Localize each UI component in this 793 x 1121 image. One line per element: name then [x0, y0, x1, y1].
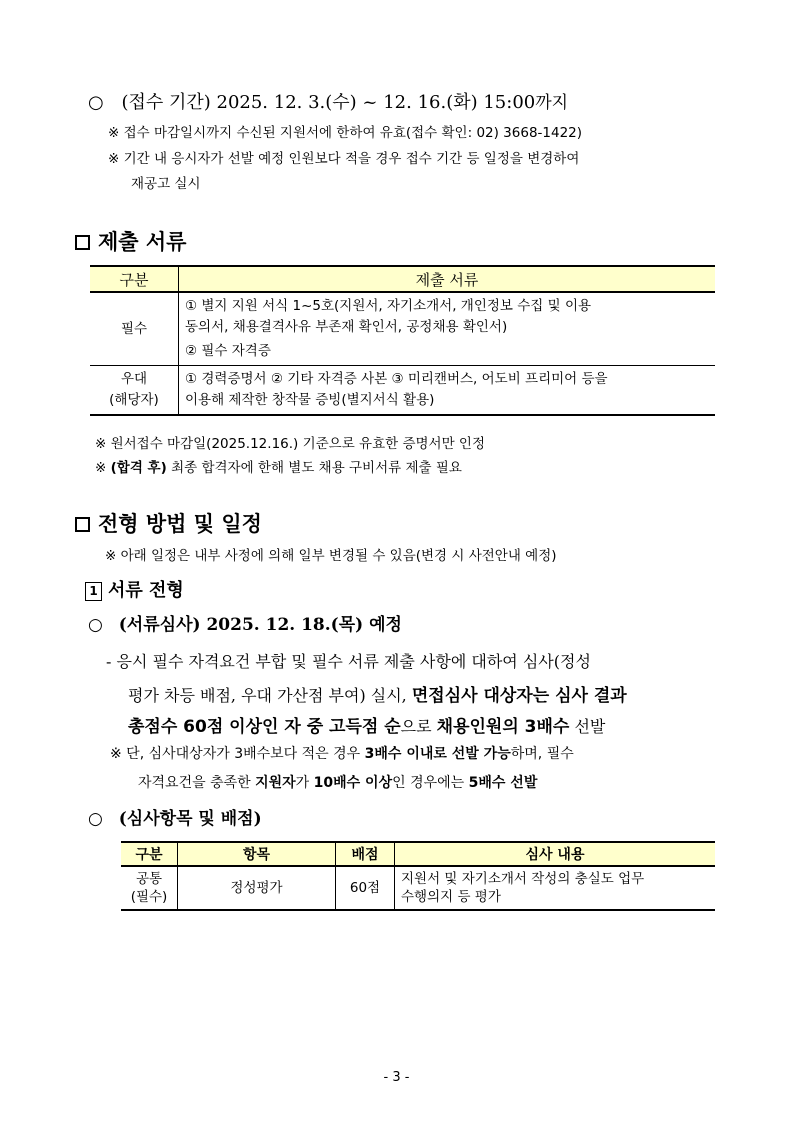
sub-normal: ※ 단, 심사대상자가 3배수보다 적은 경우 [110, 746, 365, 762]
criteria-score: 60점 [336, 866, 395, 910]
sub-normal: 자격요건을 충족한 [138, 775, 256, 791]
row-label-preferred [90, 366, 179, 416]
review-schedule-line: ○ (서류심사) 2025. 12. 18.(목) 예정 [88, 615, 402, 635]
step-heading [85, 576, 184, 602]
preferred-label-1: 우대 [120, 371, 148, 387]
para-normal: 으로 [400, 717, 437, 736]
table-row [90, 366, 715, 416]
selection-sub-note-2 [138, 772, 537, 792]
submission-note-1: ※ 원서접수 마감일(2025.12.16.) 기준으로 유효한 증명서만 인정 [95, 436, 485, 452]
table-row [90, 292, 715, 366]
section-title-selection [75, 508, 262, 538]
review-schedule-text: (서류심사) 2025. 12. 18.(목) 예정 [118, 615, 402, 635]
row-label-required: 필수 [90, 292, 179, 366]
sub-normal: 가 [295, 775, 314, 791]
sub-bold: 10배수 이상 [313, 775, 393, 791]
table-header-row [121, 842, 715, 866]
criteria-header-score: 배점 [336, 842, 395, 866]
review-para-line-3 [128, 712, 605, 737]
criteria-content: 지원서 및 자기소개서 작성의 충실도 업무 수행의지 등 평가 [395, 866, 716, 910]
row-content-required [179, 292, 716, 366]
sub-normal: 하며, 필수 [510, 746, 574, 762]
para-normal: 평가 차등 배점, 우대 가산점 부여) 실시, [128, 686, 412, 705]
table-header-row [90, 266, 715, 292]
review-para-line-1: - 응시 필수 자격요건 부합 및 필수 서류 제출 사항에 대하여 심사(정성 [106, 652, 591, 671]
criteria-title: (심사항목 및 배점) [118, 809, 262, 829]
application-period-suffix: 까지 [535, 93, 569, 113]
para-bold: 면접심사 대상자는 심사 결과 [411, 686, 627, 706]
sub-bold: 지원자 [255, 775, 296, 791]
para-bold: 총점수 60점 이상인 자 중 고득점 순 [128, 717, 401, 737]
period-note-3: 재공고 실시 [131, 176, 201, 192]
required-line-1: ① 별지 지원 서식 1~5호(지원서, 자기소개서, 개인정보 수집 및 이용 [185, 298, 592, 314]
application-period-line [88, 88, 568, 114]
criteria-table [121, 841, 715, 911]
checkbox-square-icon [75, 517, 90, 532]
sub-bold: 5배수 선발 [468, 775, 538, 791]
section-title-submission [75, 226, 186, 256]
period-note-1: ※ 접수 마감일시까지 수신된 지원서에 한하여 유효(접수 확인: 02) 3668-1422) [108, 125, 583, 141]
period-note-2: ※ 기간 내 응시자가 선발 예정 인원보다 적을 경우 접수 기간 등 일정을 변경하여 [108, 151, 580, 167]
review-para-line-2 [128, 681, 627, 706]
submission-note-rest: 최종 합격자에 한해 별도 채용 구비서류 제출 필요 [166, 460, 462, 476]
sub-normal: 인 경우에는 [392, 775, 469, 791]
criteria-item: 정성평가 [178, 866, 336, 910]
step-title: 서류 전형 [108, 580, 184, 601]
criteria-header-category: 구분 [121, 842, 178, 866]
required-line-3: ② 필수 자격증 [185, 343, 271, 359]
submission-note-bold: (합격 후) [110, 460, 167, 476]
submission-note-2: ※ (합격 후) 최종 합격자에 한해 별도 채용 구비서류 제출 필요 [95, 460, 462, 476]
selection-note: ※ 아래 일정은 내부 사정에 의해 일부 변경될 수 있음(변경 시 사전안내 예정) [105, 548, 557, 564]
page-number: - 3 - [383, 1070, 410, 1085]
preferred-line-1: ① 경력증명서 ② 기타 자격증 사본 ③ 미리캔버스, 어도비 프리미어 등을 [185, 371, 608, 387]
table-header-documents: 제출 서류 [179, 266, 716, 292]
selection-sub-note-1 [110, 743, 574, 763]
required-line-2: 동의서, 채용결격사유 부존재 확인서, 공정채용 확인서) [185, 319, 508, 335]
application-period-text: (접수 기간) 2025. 12. 3.(수) ~ 12. 16.(화) 15:00 [121, 92, 536, 113]
checkbox-square-icon [75, 235, 90, 250]
row-content-preferred [179, 366, 716, 416]
bullet-circle: ○ [88, 92, 104, 113]
submission-documents-table [90, 265, 715, 416]
criteria-header-item: 항목 [178, 842, 336, 866]
section-title-text: 제출 서류 [98, 230, 187, 254]
criteria-title-line: ○ (심사항목 및 배점) [88, 809, 262, 829]
criteria-header-content: 심사 내용 [395, 842, 716, 866]
para-bold: 채용인원의 3배수 [436, 717, 570, 737]
para-normal: 선발 [569, 717, 606, 736]
preferred-line-2: 이용해 제작한 창작물 증빙(별지서식 활용) [185, 392, 435, 408]
criteria-category: 공통 (필수) [121, 866, 178, 910]
table-row [121, 866, 715, 910]
table-header-category: 구분 [90, 266, 179, 292]
step-number-box: 1 [85, 582, 102, 601]
sub-bold: 3배수 이내로 선발 가능 [364, 746, 511, 762]
section-title-text: 전형 방법 및 일정 [98, 512, 262, 536]
preferred-label-2: (해당자) [109, 392, 159, 408]
